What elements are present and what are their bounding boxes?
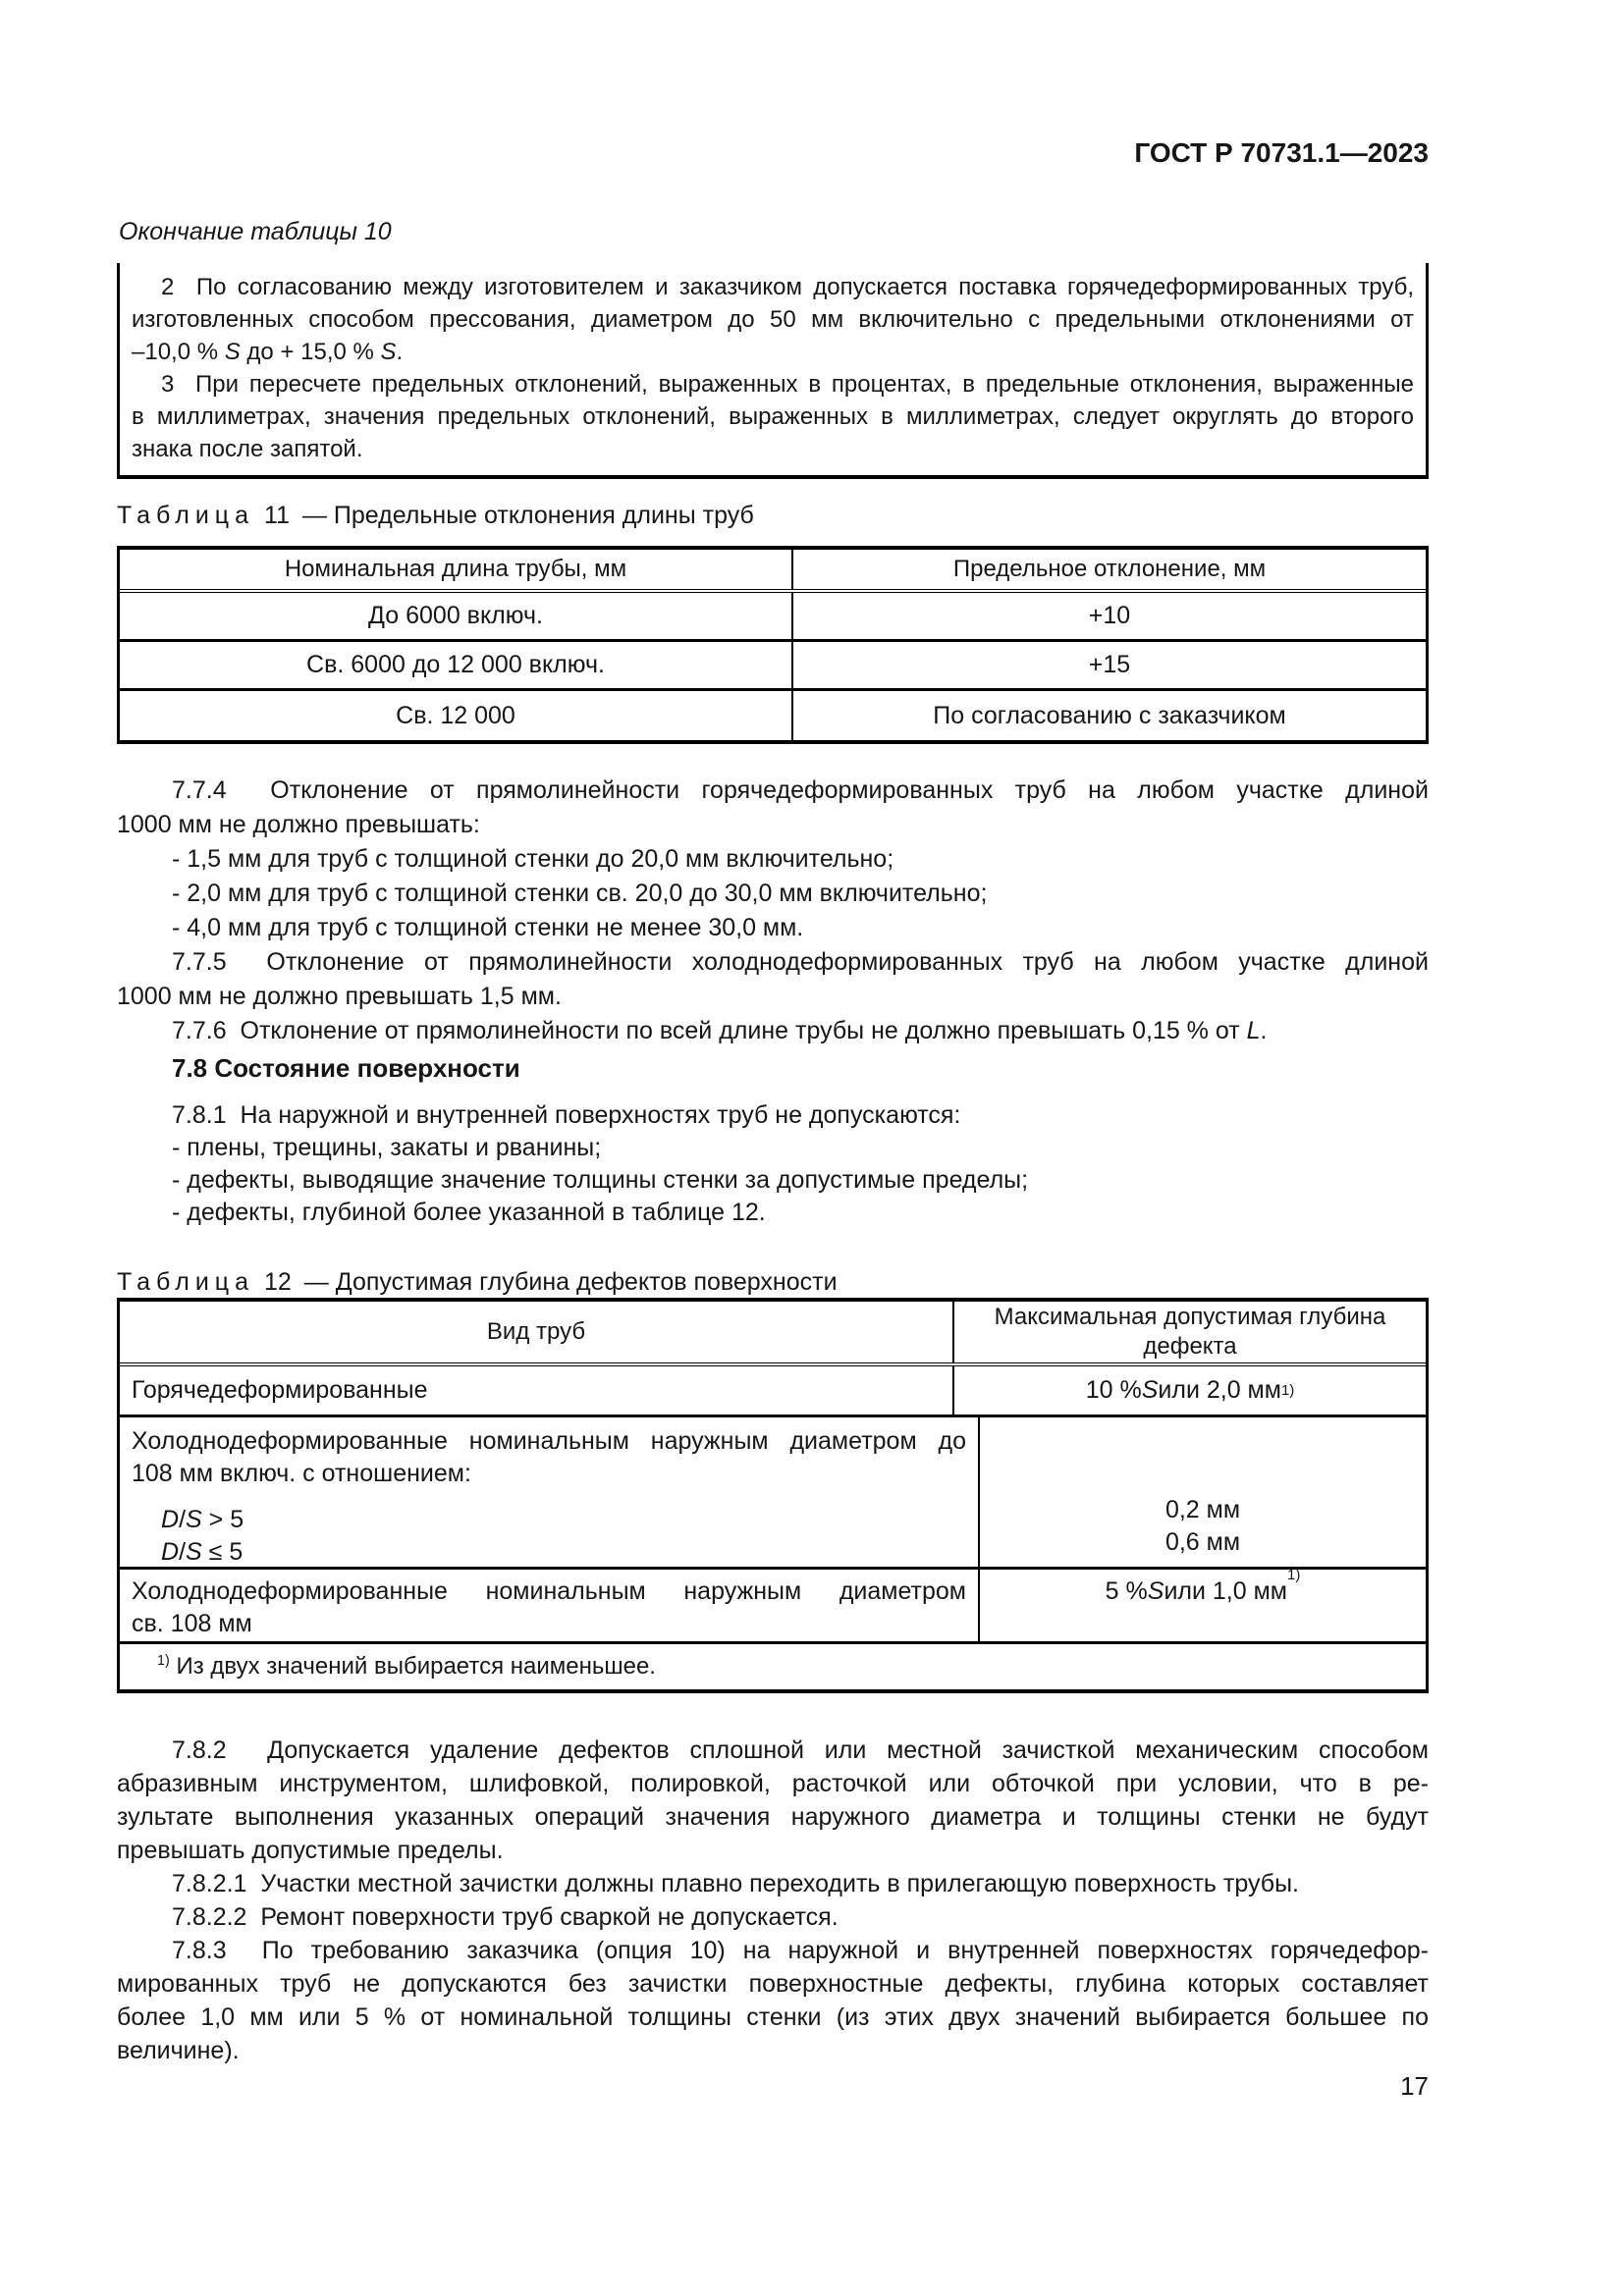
table-cell-length: Св. 12 000 (120, 691, 793, 740)
cell-line: Холоднодеформированные номинальным наружным диаметром (132, 1577, 966, 1605)
note-line: 3 При пересчете предельных отклонений, выраженных в процентах, в предельные отклонения, выраженные (161, 371, 1414, 398)
bullet-line: - дефекты, выводящие значение толщины стенки за допустимые пределы; (172, 1166, 1029, 1194)
paragraph-line: 7.8.3 По требованию заказчика (опция 10) на наружной и внутренней поверхностях горячедефор- (172, 1937, 1429, 1964)
table-cell-depth: 5 % S или 1,0 мм 1) (1105, 1567, 1301, 1605)
clause-7-8-1-block (117, 1099, 1429, 1229)
table-caption-number: 11 (264, 502, 290, 529)
note-line: изготовленных способом прессования, диаметром до 50 мм включительно с предельными отклонениями от (132, 306, 1414, 333)
note-line: –10,0 % S до + 15,0 % S. (132, 339, 404, 365)
page-number: 17 (1400, 2071, 1429, 2101)
paragraph-line: 7.7.6 Отклонение от прямолинейности по всей длине трубы не должно превышать 0,15 % от L. (172, 1017, 1268, 1044)
cell-line-condition: D/S ≤ 5 (161, 1538, 244, 1566)
clause-7-8-2-block (117, 1734, 1429, 2067)
table12-col2-header (954, 1302, 1426, 1362)
bullet-line: - дефекты, глубиной более указанной в таблице 12. (172, 1199, 766, 1226)
table12-header-row (120, 1302, 1426, 1366)
table10-continuation-label: Окончание таблицы 10 (119, 218, 392, 245)
table11-col1-header: Номинальная длина трубы, мм (120, 550, 793, 589)
paragraph-line: 7.8.2.1 Участки местной зачистки должны плавно переходить в прилегающую поверхность трубы. (172, 1870, 1299, 1897)
table-caption-word: Таблица (117, 1268, 255, 1296)
footnote-text: $^{1)}$ Из двух значений выбирается наименьшее. (157, 1653, 656, 1680)
paragraph-line: 7.8.1 На наружной и внутренней поверхностях труб не допускаются: (172, 1101, 961, 1129)
paragraph-line: 7.8.2.2 Ремонт поверхности труб сваркой не допускается. (172, 1903, 839, 1931)
table-caption-title: — Допустимая глубина дефектов поверхности (303, 1268, 838, 1296)
bullet-line: - 4,0 мм для труб с толщиной стенки не менее 30,0 мм. (172, 914, 804, 941)
table-cell-pipe-type (120, 1570, 980, 1641)
table-row (120, 642, 1426, 691)
table-caption-title: — Предельные отклонения длины труб (301, 502, 754, 529)
running-header-doc-code: ГОСТ Р 70731.1—2023 (1134, 137, 1429, 168)
paragraph-line: 1000 мм не должно превышать 1,5 мм. (117, 983, 562, 1010)
note-line: в миллиметрах, значения предельных отклонений, выраженных в миллиметрах, следует округлять до второго (132, 403, 1414, 430)
table-cell-depth: 10 % S или 2,0 мм 1) (1085, 1376, 1295, 1404)
paragraph-line: 7.7.5 Отклонение от прямолинейности холоднодеформированных труб на любом участке длиной (172, 948, 1429, 976)
table11-col2-header: Предельное отклонение, мм (952, 556, 1267, 582)
table-cell-pipe-type: Горячедеформированные (120, 1366, 954, 1415)
table-row (120, 1417, 1426, 1570)
paragraph-line: 1000 мм не должно превышать: (117, 811, 480, 838)
bullet-line: - плены, трещины, закаты и рванины; (172, 1134, 602, 1161)
paragraph-line: более 1,0 мм или 5 % от номинальной толщины стенки (из этих двух значений выбирается большее по (117, 2003, 1429, 2031)
table-cell-pipe-type (120, 1417, 980, 1567)
cell-line-condition: D/S > 5 (161, 1506, 244, 1533)
paragraph-line: абразивным инструментом, шлифовкой, полировкой, расточкой или обточкой при условии, что в ре- (117, 1770, 1429, 1797)
header-line: дефекта (1143, 1333, 1237, 1360)
depth-value: 0,2 мм (1164, 1496, 1241, 1523)
table-cell-deviation: +15 (1088, 651, 1131, 678)
table12-col1-header: Вид труб (120, 1302, 954, 1362)
table11 (117, 546, 1429, 744)
table-cell-length: До 6000 включ. (120, 593, 793, 639)
table-cell-deviation: По согласованию с заказчиком (933, 701, 1286, 729)
spacer (132, 1490, 966, 1504)
paragraph-line: 7.8.2 Допускается удаление дефектов сплошной или местной зачисткой механическим способом (172, 1736, 1429, 1764)
table-caption-number: 12 (264, 1268, 292, 1296)
cell-line: св. 108 мм (132, 1610, 252, 1637)
cell-line: 108 мм включ. с отношением: (132, 1460, 471, 1487)
clause-7-7-block (117, 774, 1429, 1048)
paragraph-line: мированных труб не допускаются без зачистки поверхностные дефекты, глубина которых составляет (117, 1970, 1429, 1998)
depth-value: 0,6 мм (1164, 1528, 1241, 1556)
bullet-line: - 1,5 мм для труб с толщиной стенки до 20,0 мм включительно; (172, 845, 894, 873)
table-caption-word: Таблица (117, 502, 255, 529)
bullet-line: - 2,0 мм для труб с толщиной стенки св. 20,0 до 30,0 мм включительно; (172, 880, 988, 907)
paragraph-line: превышать допустимые пределы. (117, 1837, 504, 1864)
table-cell-deviation: +10 (1088, 602, 1131, 629)
table-row (120, 1366, 1426, 1417)
paragraph-line: величине). (117, 2037, 240, 2064)
header-line: Максимальная допустимая глубина (994, 1304, 1386, 1330)
table11-header-row (120, 550, 1426, 593)
note-line: знака после запятой. (132, 436, 363, 462)
table12-caption (117, 1268, 838, 1297)
paragraph-line: зультате выполнения указанных операций значения наружного диаметра и толщины стенки не будут (117, 1803, 1429, 1831)
table10-note-box (117, 263, 1429, 479)
paragraph-line: 7.7.4 Отклонение от прямолинейности горячедеформированных труб на любом участке длиной (172, 776, 1429, 804)
cell-line: Холоднодеформированные номинальным наружным диаметром до (132, 1427, 966, 1455)
table11-caption (117, 502, 754, 530)
table-row (120, 691, 1426, 740)
note-line: 2 По согласованию между изготовителем и заказчиком допускается поставка горячедеформированных труб, (161, 274, 1414, 300)
table12 (117, 1298, 1429, 1693)
table-cell-length: Св. 6000 до 12 000 включ. (120, 642, 793, 688)
clause-7-8-heading: 7.8 Состояние поверхности (172, 1053, 520, 1083)
table-row (120, 1567, 1426, 1644)
table-cell-depth (980, 1417, 1426, 1567)
table-row (120, 593, 1426, 642)
table12-footnote-row (120, 1644, 1426, 1689)
